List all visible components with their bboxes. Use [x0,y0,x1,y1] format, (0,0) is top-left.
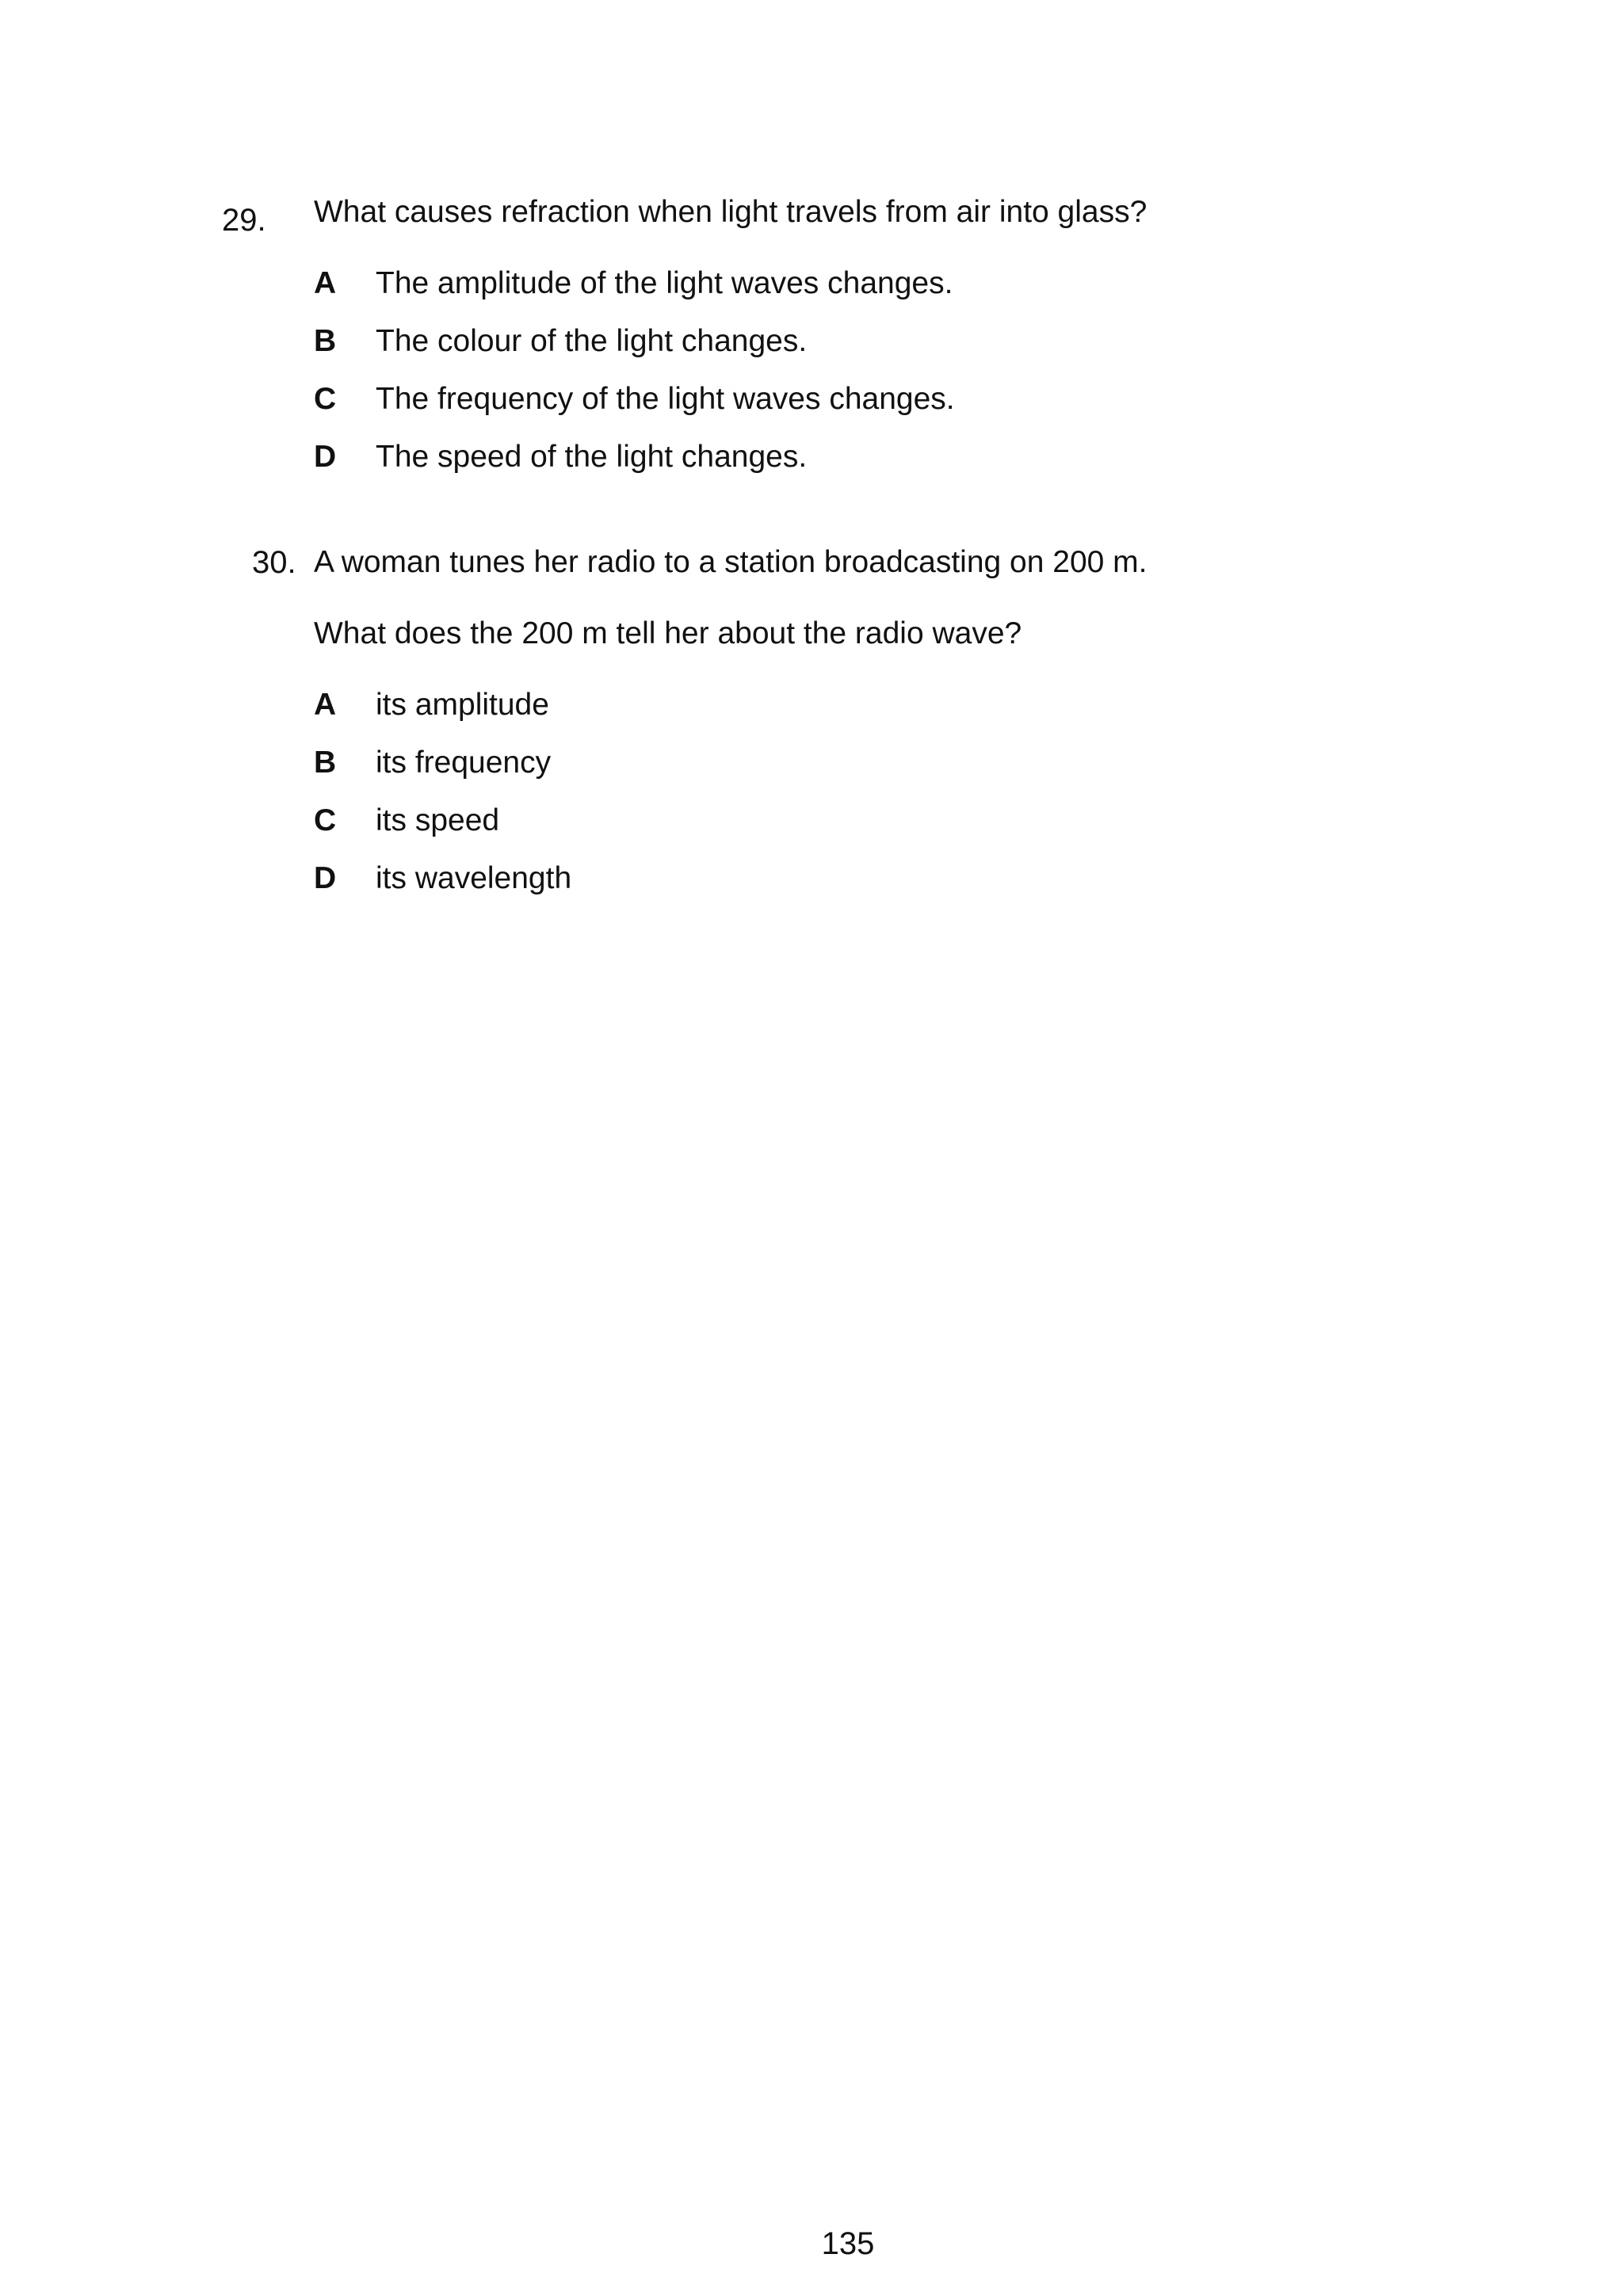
question-stem: A woman tunes her radio to a station broadcasting on 200 m. [314,545,1148,579]
question-number: 30. [252,545,296,580]
option-letter: A [314,266,337,300]
option-letter: D [314,861,337,895]
page-number: 135 [821,2226,875,2261]
option-text: The speed of the light changes. [376,440,808,474]
option-letter: D [314,440,337,474]
question-prompt: What does the 200 m tell her about the radio wave? [314,616,1022,650]
option-text: The amplitude of the light waves changes. [376,266,953,300]
option-text: its amplitude [376,688,549,722]
question-stem: What causes refraction when light travels from air into glass? [314,195,1148,229]
option-text: The colour of the light changes. [376,324,808,358]
option-letter: B [314,324,337,358]
option-letter: A [314,688,337,722]
option-text: its frequency [376,746,552,780]
question-number: 29. [222,203,266,238]
option-text: its speed [376,803,500,837]
option-letter: B [314,746,337,780]
option-letter: C [314,803,337,837]
option-letter: C [314,382,337,416]
option-text: The frequency of the light waves changes. [376,382,955,416]
option-text: its wavelength [376,861,572,895]
